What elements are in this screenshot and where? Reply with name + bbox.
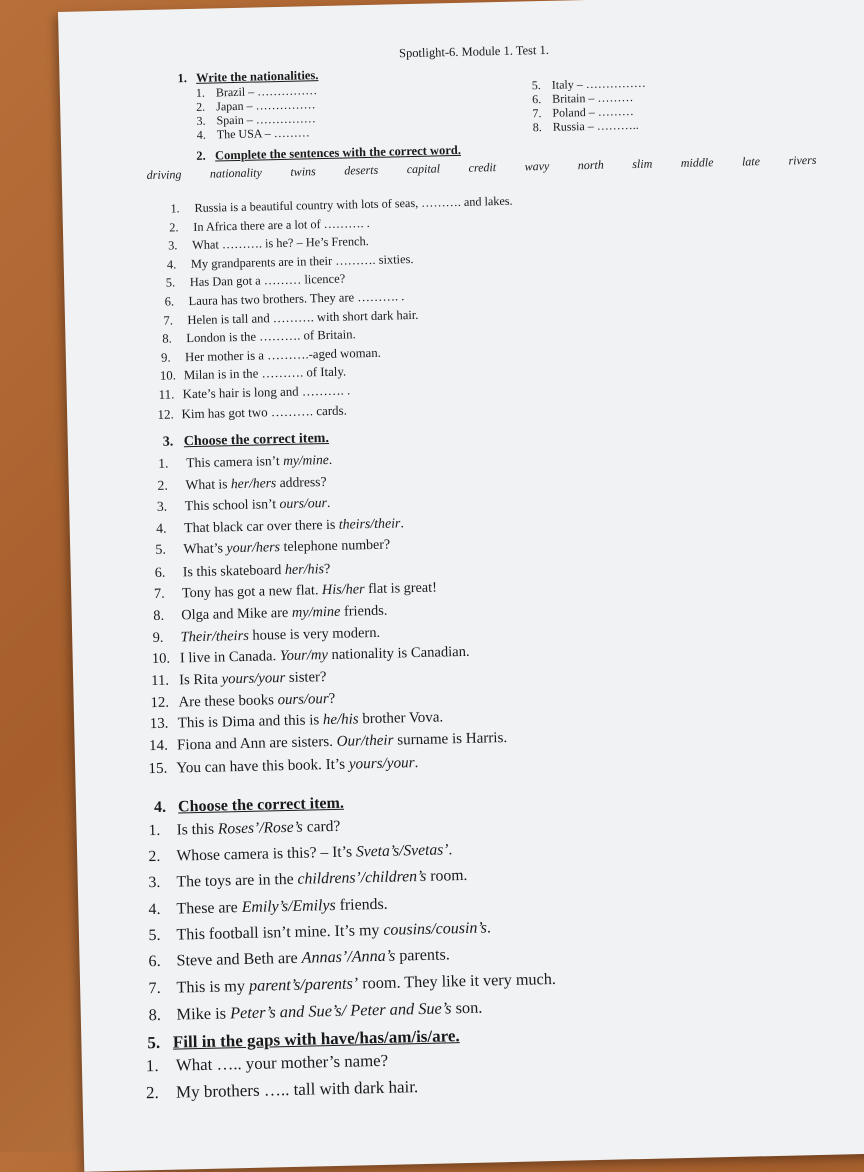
choice-options: Your/my — [280, 647, 328, 664]
item-text: This football isn’t mine. It’s my — [176, 922, 383, 944]
choice-options: her/hers — [231, 475, 277, 491]
list-item — [148, 867, 467, 892]
section-number: 4. — [154, 799, 166, 816]
item-number: 11. — [159, 387, 183, 403]
item-text: This is Dima and this is — [178, 713, 324, 732]
item-number: 4. — [156, 520, 184, 537]
item-text: Whose camera is this? – It’s — [176, 844, 356, 865]
item-text-end: son. — [451, 998, 482, 1018]
list-item — [157, 474, 326, 494]
section-number: 5. — [147, 1033, 160, 1052]
word-bank-item: wavy — [524, 159, 549, 175]
list-item — [158, 452, 332, 472]
list-item — [164, 289, 404, 309]
item-text: Helen is tall and ………. with short dark hair. — [187, 307, 418, 326]
item-text: These are — [176, 899, 242, 917]
section-title: Write the nationalities. — [196, 68, 319, 85]
item-text-end: . — [487, 919, 491, 936]
item-number: 10. — [152, 651, 180, 669]
item-text: That black car over there is — [184, 517, 339, 536]
section-2-heading — [196, 143, 461, 164]
item-text-end: sister? — [285, 669, 327, 686]
list-item — [151, 669, 327, 690]
item-number: 2. — [169, 220, 193, 236]
item-number: 14. — [149, 738, 177, 756]
item-number: 8. — [162, 331, 186, 347]
list-item — [146, 1051, 389, 1076]
section-title: Choose the correct item. — [178, 795, 344, 816]
item-number: 5. — [532, 78, 552, 93]
item-text-end: nationality is Canadian. — [328, 644, 470, 663]
item-text: Poland – ……… — [552, 104, 634, 120]
item-text: This camera isn’t — [186, 453, 283, 470]
list-item — [163, 307, 418, 328]
item-text: Steve and Beth are — [176, 950, 301, 970]
item-number: 2. — [157, 477, 185, 494]
item-text-end: address? — [276, 474, 327, 490]
choice-options: Emily’s/Emilys — [242, 897, 336, 916]
item-number: 6. — [148, 953, 176, 972]
item-text-end: flat is great! — [364, 580, 437, 598]
item-text-end: . — [329, 452, 333, 467]
list-item — [154, 580, 437, 603]
list-item — [157, 402, 347, 422]
list-item — [155, 537, 390, 558]
choice-options: childrens’/children’s — [297, 868, 426, 888]
item-number: 1. — [148, 822, 176, 841]
section-title: Fill in the gaps with have/has/am/is/are. — [173, 1026, 460, 1052]
item-text-end: room. They like it very much. — [358, 970, 556, 992]
list-item — [153, 603, 387, 625]
item-text: Russia – ……….. — [553, 118, 639, 134]
item-text-end: . — [414, 754, 418, 771]
item-text: Milan is in the ………. of Italy. — [184, 365, 347, 383]
item-text-end: ? — [328, 691, 335, 707]
item-number: 9. — [152, 629, 180, 647]
item-text: Olga and Mike are — [181, 605, 292, 624]
word-bank-item: capital — [407, 161, 441, 177]
list-item — [159, 383, 351, 402]
choice-options: he/his — [323, 712, 359, 729]
item-number: 7. — [154, 586, 182, 604]
item-text-end: friends. — [340, 603, 387, 620]
item-number: 12. — [157, 406, 181, 423]
item-text-end: ? — [324, 560, 331, 576]
list-item — [148, 998, 482, 1026]
pronoun-list — [58, 0, 864, 12]
word-bank-item: credit — [468, 160, 496, 176]
item-text-end: . — [448, 841, 452, 858]
section-5-heading — [147, 1026, 460, 1053]
list-item — [155, 560, 331, 581]
item-text-end: house is very modern. — [249, 624, 381, 643]
item-text: Italy – …………… — [552, 76, 646, 92]
item-text: This school isn’t — [185, 496, 280, 513]
item-text: I live in Canada. — [180, 648, 280, 666]
item-text: Is this skateboard — [183, 561, 286, 579]
item-text-end: room. — [426, 867, 467, 885]
item-text: The USA – ……… — [217, 125, 310, 141]
list-item — [157, 495, 331, 515]
item-text: Tony has got a new flat. — [182, 582, 322, 601]
section-3-heading — [163, 431, 329, 451]
item-text: What ………. is he? – He’s French. — [192, 234, 369, 252]
choice-options: Sveta’s/Svetas’ — [356, 842, 449, 861]
item-text: London is the ………. of Britain. — [186, 328, 356, 346]
item-text: Mike is — [176, 1004, 230, 1024]
choice-options: Annas’/Anna’s — [301, 948, 395, 967]
item-number: 5. — [148, 926, 176, 945]
item-text: This is my — [176, 977, 249, 997]
item-number: 2. — [196, 99, 216, 114]
item-number: 8. — [533, 120, 553, 135]
word-bank-item: middle — [681, 155, 714, 171]
item-text: Is this — [176, 821, 218, 839]
list-item — [168, 234, 369, 254]
list-item — [166, 272, 346, 291]
possessive-list — [58, 0, 864, 12]
item-number: 15. — [148, 759, 176, 778]
item-text: My grandparents are in their ………. sixties. — [191, 252, 414, 271]
word-bank-item: slim — [632, 157, 652, 172]
list-item — [197, 125, 310, 143]
item-text: What is — [185, 476, 231, 492]
list-item — [148, 754, 418, 778]
section-title: Choose the correct item. — [184, 431, 329, 449]
choice-options: yours/your — [349, 754, 415, 772]
item-text: Is Rita — [179, 671, 222, 688]
item-text-end: surname is Harris. — [393, 730, 507, 749]
item-text-end: . — [400, 515, 404, 530]
list-item — [161, 346, 381, 366]
item-number: 9. — [161, 350, 185, 366]
item-number: 3. — [157, 499, 185, 516]
list-item — [167, 252, 414, 273]
list-item — [148, 841, 452, 866]
item-text: What ….. your mother’s name? — [176, 1051, 389, 1075]
word-bank-item: twins — [290, 164, 316, 180]
choice-options: theirs/their — [339, 515, 401, 531]
item-number: 1. — [170, 201, 194, 217]
list-item — [148, 919, 491, 945]
item-number: 6. — [164, 294, 188, 310]
list-item — [148, 970, 556, 998]
item-text: What’s — [183, 541, 226, 557]
word-bank-item: late — [742, 154, 760, 169]
item-number: 4. — [167, 257, 191, 273]
list-item — [149, 730, 507, 755]
list-item — [152, 624, 380, 646]
choice-options: Peter’s and Sue’s/ Peter and Sue’s — [230, 999, 452, 1023]
item-text: Fiona and Ann are sisters. — [177, 734, 337, 754]
item-number: 1. — [196, 85, 216, 100]
item-number: 3. — [196, 113, 216, 128]
word-bank-item: driving — [147, 167, 182, 183]
sentence-list — [58, 0, 864, 12]
list-item — [169, 216, 370, 236]
choice-options: your/hers — [226, 540, 280, 556]
list-item — [150, 710, 444, 734]
item-text: Laura has two brothers. They are ………. . — [188, 289, 404, 308]
choice-options: yours/your — [221, 670, 285, 687]
list-item — [150, 691, 335, 712]
item-number: 1. — [158, 455, 186, 472]
list-item — [148, 946, 450, 971]
item-text: Kim has got two ………. cards. — [181, 402, 347, 421]
word-bank-item: nationality — [210, 165, 262, 181]
choice-options: Our/their — [336, 733, 393, 750]
item-number: 4. — [197, 127, 217, 142]
item-text: Brazil – …………… — [216, 83, 318, 99]
list-item — [156, 515, 404, 537]
item-number: 1. — [146, 1056, 176, 1077]
item-text: Has Dan got a ……… licence? — [190, 272, 346, 290]
item-number: 5. — [155, 542, 183, 559]
list-item — [170, 194, 512, 217]
item-text-end: card? — [303, 818, 341, 836]
item-text: You can have this book. It’s — [176, 755, 349, 776]
word-bank-item: north — [578, 158, 604, 174]
item-number: 8. — [153, 607, 181, 625]
item-text-end: telephone number? — [280, 537, 390, 554]
list-item — [146, 1077, 419, 1103]
choice-options: ours/our — [279, 495, 327, 511]
section-number: 3. — [163, 434, 174, 449]
item-number: 7. — [148, 979, 176, 999]
list-item — [148, 818, 340, 840]
list-item — [152, 644, 470, 668]
choice-options: Their/theirs — [180, 627, 249, 645]
list-item — [148, 895, 387, 918]
choice-options: parent’s/parents’ — [249, 975, 359, 995]
item-number: 6. — [532, 92, 552, 107]
item-number: 3. — [168, 238, 192, 254]
word-bank-item: rivers — [788, 153, 816, 169]
item-number: 8. — [148, 1005, 176, 1026]
item-text-end: . — [327, 495, 331, 510]
choice-options: His/her — [322, 581, 365, 598]
fill-gaps-list — [58, 0, 864, 12]
item-number: 2. — [148, 848, 176, 867]
item-text-end: brother Vova. — [358, 710, 443, 728]
item-number: 7. — [532, 106, 552, 121]
item-text-end: friends. — [335, 895, 387, 913]
section-number: 2. — [196, 149, 206, 163]
page-title: Spotlight-6. Module 1. Test 1. — [399, 43, 549, 61]
item-number: 4. — [148, 900, 176, 919]
section-4-heading — [154, 795, 344, 817]
item-text: Her mother is a ……….-aged woman. — [185, 346, 381, 364]
item-number: 5. — [166, 275, 190, 291]
item-number: 7. — [163, 313, 187, 329]
choice-options: ours/our — [277, 691, 328, 708]
item-number: 13. — [150, 716, 178, 734]
item-number: 10. — [160, 369, 184, 385]
item-text: Are these books — [178, 692, 277, 710]
item-text: Japan – …………… — [216, 97, 316, 113]
item-text: The toys are in the — [176, 871, 297, 891]
item-number: 6. — [155, 564, 183, 582]
item-number: 11. — [151, 672, 179, 690]
item-text: Russia is a beautiful country with lots of seas, ………. and lakes. — [194, 194, 512, 215]
item-number: 2. — [146, 1083, 176, 1104]
list-item — [533, 118, 639, 135]
choice-options: cousins/cousin’s — [383, 919, 487, 938]
worksheet — [58, 0, 864, 1172]
item-number: 12. — [150, 694, 178, 712]
item-text: Kate’s hair is long and ………. . — [183, 383, 351, 401]
nationalities-list — [58, 0, 864, 12]
item-text: In Africa there are a lot of ………. . — [193, 216, 370, 234]
choice-options: her/his — [285, 561, 325, 578]
list-item — [162, 328, 356, 347]
choice-options: Roses’/Rose’s — [218, 819, 303, 838]
choice-options: my/mine — [283, 452, 329, 468]
list-item — [160, 365, 347, 384]
word-bank-item: deserts — [344, 163, 378, 179]
item-text-end: parents. — [395, 946, 450, 964]
section-title: Complete the sentences with the correct word. — [215, 143, 461, 163]
item-number: 3. — [148, 874, 176, 893]
paper-sheet — [58, 0, 864, 1172]
choice-options: my/mine — [292, 604, 341, 621]
item-text: Britain – ……… — [552, 90, 634, 106]
item-text: My brothers ….. tall with dark hair. — [176, 1077, 419, 1101]
item-text: Spain – …………… — [216, 111, 316, 127]
section-number: 1. — [177, 71, 187, 85]
